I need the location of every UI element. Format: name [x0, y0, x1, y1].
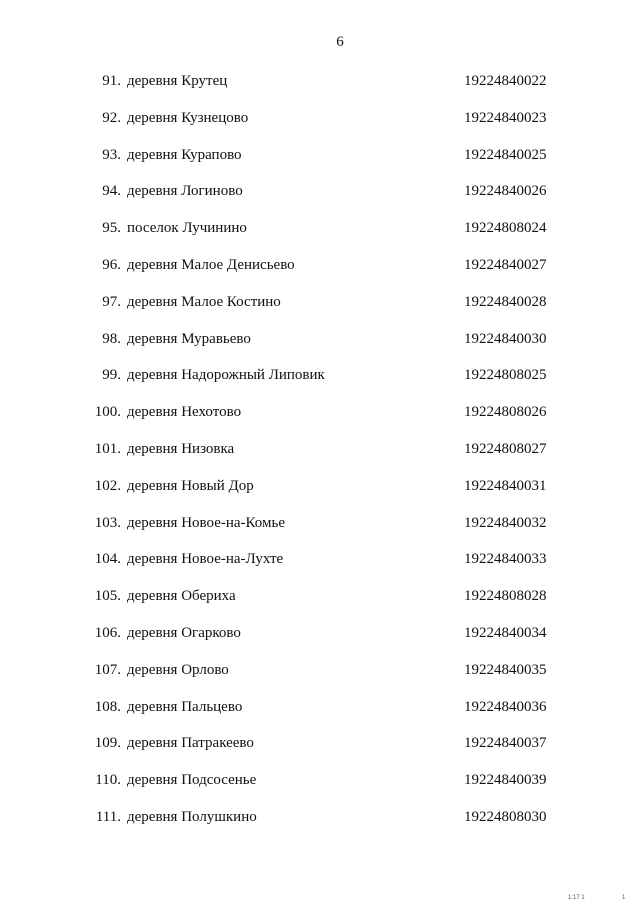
footer-mark-left: 1:17 1 — [568, 895, 585, 901]
oktmo-code: 19224840028 — [464, 293, 547, 310]
settlement-name: деревня Малое Костино — [127, 293, 281, 310]
row-number: 95. — [102, 220, 121, 237]
row-number: 100. — [94, 404, 121, 421]
row-number: 103. — [94, 514, 121, 531]
row-number: 108. — [94, 698, 121, 715]
settlement-name: деревня Курапово — [127, 146, 242, 163]
oktmo-code: 19224840027 — [464, 256, 547, 273]
oktmo-code: 19224840034 — [464, 624, 547, 641]
row-number: 110. — [95, 772, 121, 789]
settlement-name: деревня Новое-на-Комье — [127, 514, 285, 531]
list-item — [0, 769, 640, 806]
list-item — [0, 512, 640, 549]
oktmo-code: 19224840033 — [464, 551, 547, 568]
list-item — [0, 438, 640, 475]
settlement-name: деревня Муравьево — [127, 330, 251, 347]
list-item — [0, 548, 640, 585]
settlement-name: деревня Огарково — [127, 624, 241, 641]
oktmo-code: 19224808025 — [464, 367, 547, 384]
settlement-name: деревня Крутец — [127, 73, 228, 89]
settlement-name: деревня Пальцево — [127, 698, 243, 715]
page-number: 6 — [336, 34, 344, 50]
list-item — [0, 659, 640, 696]
oktmo-code: 19224808028 — [464, 588, 547, 605]
row-number: 102. — [94, 477, 121, 494]
oktmo-code: 19224840031 — [464, 477, 547, 494]
oktmo-code: 19224808024 — [464, 220, 547, 237]
oktmo-code: 19224840036 — [464, 698, 547, 715]
list-item — [0, 254, 640, 291]
settlement-name: поселок Лучинино — [127, 220, 247, 237]
row-number: 98. — [102, 330, 121, 347]
list-item — [0, 622, 640, 659]
oktmo-code: 19224808030 — [464, 808, 547, 825]
settlement-name: деревня Низовка — [127, 440, 235, 457]
list-item — [0, 696, 640, 733]
list-item — [0, 70, 640, 107]
list-item — [0, 364, 640, 401]
settlement-name: деревня Кузнецово — [127, 109, 249, 126]
row-number: 105. — [94, 588, 121, 605]
row-number: 109. — [94, 735, 121, 752]
oktmo-code: 19224840023 — [464, 109, 547, 126]
settlement-name: деревня Полушкино — [127, 808, 257, 825]
row-number: 93. — [102, 146, 121, 163]
settlement-list — [0, 70, 640, 843]
settlement-name: деревня Надорожный Липовик — [127, 367, 325, 384]
row-number: 94. — [102, 183, 121, 200]
list-item — [0, 585, 640, 622]
oktmo-code: 19224840035 — [464, 661, 547, 678]
oktmo-code: 19224840037 — [464, 735, 547, 752]
oktmo-code: 19224840026 — [464, 183, 547, 200]
settlement-name: деревня Обериха — [127, 588, 236, 605]
oktmo-code: 19224840022 — [464, 73, 547, 89]
list-item — [0, 401, 640, 438]
list-item — [0, 732, 640, 769]
list-item — [0, 144, 640, 181]
oktmo-code: 19224840039 — [464, 772, 547, 789]
settlement-name: деревня Новый Дор — [127, 477, 254, 494]
row-number: 104. — [94, 551, 121, 568]
row-number: 96. — [102, 256, 121, 273]
row-number: 111. — [95, 808, 121, 825]
row-number: 106. — [94, 624, 121, 641]
settlement-name: деревня Малое Денисьево — [127, 256, 295, 273]
oktmo-code: 19224840032 — [464, 514, 547, 531]
settlement-name: деревня Нехотово — [127, 404, 242, 421]
oktmo-code: 19224840030 — [464, 330, 547, 347]
row-number: 107. — [94, 661, 121, 678]
settlement-name: деревня Подсосенье — [127, 772, 257, 789]
row-number: 92. — [102, 109, 121, 126]
list-item — [0, 291, 640, 328]
list-item — [0, 107, 640, 144]
settlement-name: деревня Орлово — [127, 661, 229, 678]
list-item — [0, 328, 640, 365]
oktmo-code: 19224808026 — [464, 404, 547, 421]
footer-mark-right: 1 — [622, 895, 626, 901]
row-number: 101. — [94, 440, 121, 457]
settlement-name: деревня Патракеево — [127, 735, 254, 752]
oktmo-code: 19224808027 — [464, 440, 547, 457]
list-item — [0, 475, 640, 512]
list-item — [0, 806, 640, 843]
settlement-name: деревня Новое-на-Лухте — [127, 551, 284, 568]
list-item — [0, 180, 640, 217]
oktmo-code: 19224840025 — [464, 146, 547, 163]
row-number: 97. — [102, 293, 121, 310]
row-number: 99. — [102, 367, 121, 384]
row-number: 91. — [102, 73, 121, 89]
settlement-name: деревня Логиново — [127, 183, 243, 200]
list-item — [0, 217, 640, 254]
